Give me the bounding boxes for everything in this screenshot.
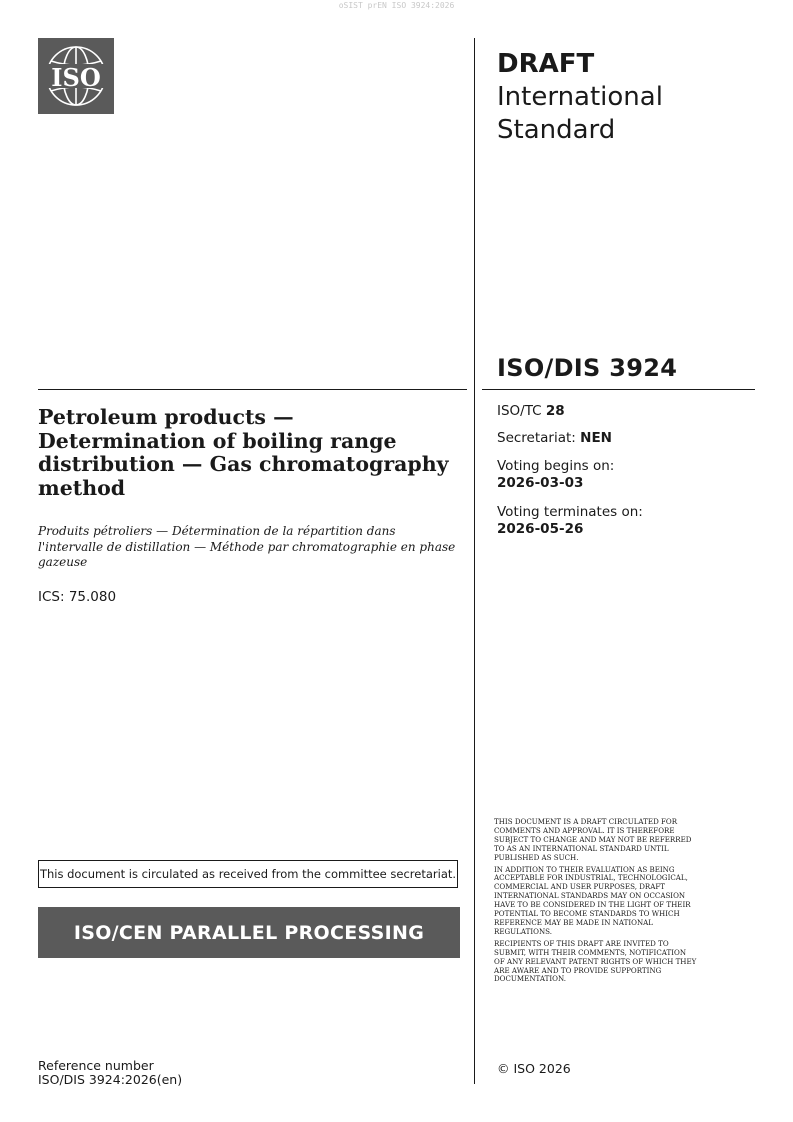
disclaimer-paragraph: IN ADDITION TO THEIR EVALUATION AS BEING ACCEPTABLE FOR INDUSTRIAL, TECHNOLOGICAL, COMMERCIAL AND USER PURPOSES, DRAFT INTERNATIONAL STANDARDS MAY ON OCCASION HAVE TO BE CONSIDERED IN THE LIGHT OF THEIR POTENTIAL TO BECOME STANDARDS TO WHICH REFERENCE MAY BE MADE IN NATIONAL REGULATIONS. — [494, 864, 691, 936]
ics-code: ICS: 75.080 — [38, 589, 117, 605]
disclaimer-paragraph: RECIPIENTS OF THIS DRAFT ARE INVITED TO SUBMIT, WITH THEIR COMMENTS, NOTIFICATION OF ANY RELEVANT PATENT RIGHTS OF WHICH THEY ARE AWARE AND TO PROVIDE SUPPORTING DOCUMENTATION. — [494, 938, 697, 984]
right-rule — [482, 389, 755, 390]
reference-value: ISO/DIS 3924:2026(en) — [38, 1071, 183, 1087]
voting-terminates — [497, 504, 643, 538]
circulated-notice: This document is circulated as received from the committee secretariat. — [38, 860, 458, 888]
secretariat — [497, 430, 612, 447]
draft-label: DRAFT — [497, 49, 595, 79]
secretariat-value: NEN — [580, 430, 612, 446]
document-title-en: Petroleum products — Determination of boiling range distribution — Gas chromatography method — [38, 405, 449, 500]
left-rule — [38, 389, 467, 390]
standard-number: ISO/DIS 3924 — [497, 354, 678, 382]
draft-disclaimer — [494, 818, 699, 987]
reference-label: Reference number — [38, 1058, 154, 1073]
reference-number — [38, 1059, 182, 1086]
document-type-heading — [497, 48, 663, 147]
iso-globe-icon — [38, 38, 114, 114]
voting-begins-label: Voting begins on: — [497, 458, 615, 474]
disclaimer-paragraph: THIS DOCUMENT IS A DRAFT CIRCULATED FOR COMMENTS AND APPROVAL. IT IS THEREFORE SUBJECT TO CHANGE AND MAY NOT BE REFERRED TO AS AN INTERNATIONAL STANDARD UNTIL PUBLISHED AS SUCH. — [494, 817, 692, 862]
voting-terminates-date: 2026-05-26 — [497, 521, 584, 537]
parallel-processing-banner: ISO/CEN PARALLEL PROCESSING — [38, 907, 460, 958]
document-watermark-code: oSIST prEN ISO 3924:2026 — [338, 1, 455, 10]
column-divider — [474, 38, 475, 1084]
voting-begins — [497, 458, 614, 492]
iso-logo — [38, 38, 114, 114]
committee-label: ISO/TC — [497, 403, 542, 419]
voting-terminates-label: Voting terminates on: — [497, 504, 643, 520]
iso-logo-text: ISO — [51, 63, 101, 92]
standard-label: Standard — [497, 115, 616, 145]
international-label: International — [497, 82, 663, 112]
document-title-fr: Produits pétroliers — Détermination de la répartition dans l'intervalle de distillation — Méthode par chromatographie en phase gazeuse — [38, 524, 456, 569]
copyright-notice: © ISO 2026 — [497, 1061, 571, 1076]
technical-committee — [497, 403, 565, 420]
voting-begins-date: 2026-03-03 — [497, 475, 584, 491]
secretariat-label: Secretariat: — [497, 430, 576, 446]
committee-value: 28 — [545, 403, 565, 419]
